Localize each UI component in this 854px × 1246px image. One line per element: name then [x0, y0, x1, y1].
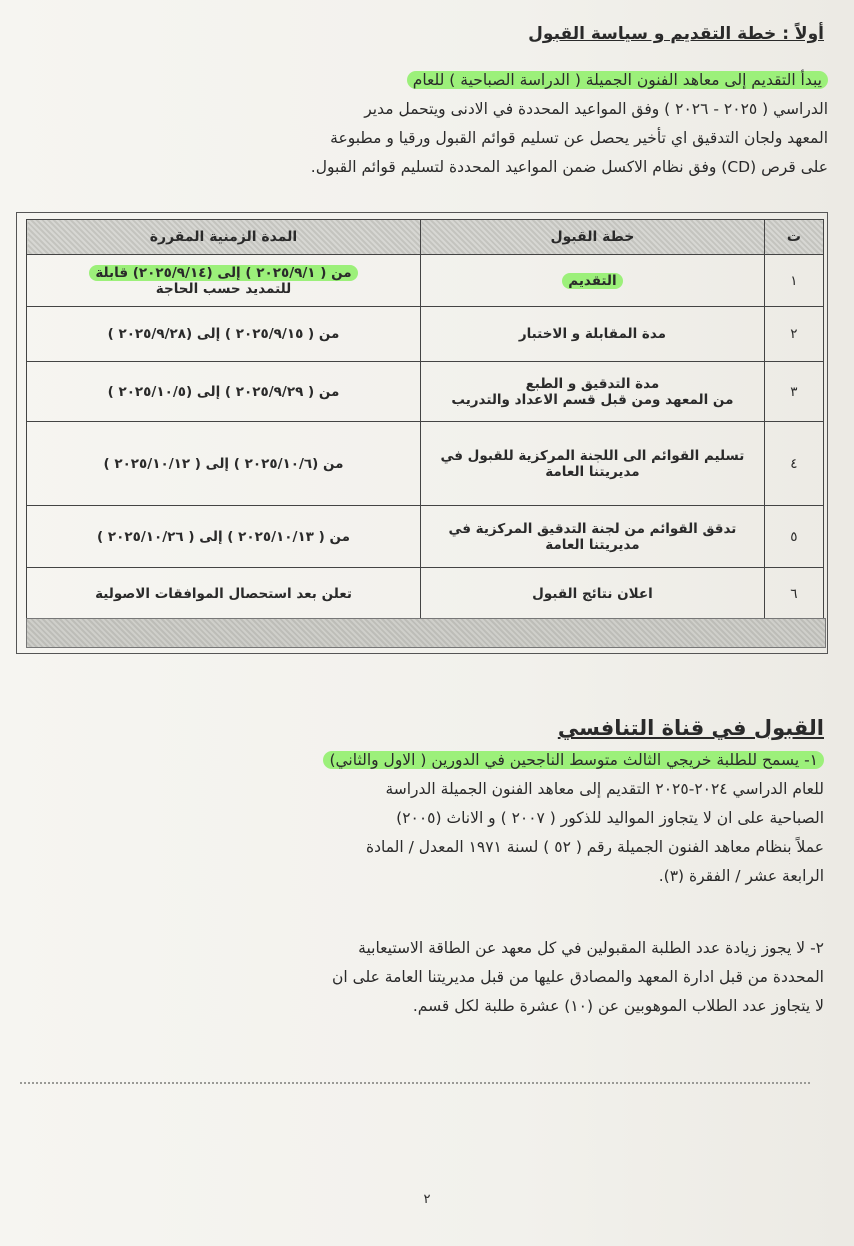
table-header-row — [27, 220, 824, 255]
row-period: من (٢٠٢٥/١٠/٦ ) إلى ( ٢٠٢٥/١٠/١٢ ) — [27, 422, 421, 506]
table-row — [27, 422, 824, 506]
row-plan: تدقق القوائم من لجنة التدقيق المركزية في مديريتنا العامة — [421, 506, 765, 568]
table-row — [27, 255, 824, 307]
header-number: ت — [764, 220, 823, 255]
row-number: ٦ — [764, 568, 823, 620]
row-period: من ( ٢٠٢٥/٩/٢٩ ) إلى (٢٠٢٥/١٠/٥ ) — [27, 362, 421, 422]
admission-schedule-table — [26, 219, 824, 620]
paragraph-line: يبدأ التقديم إلى معاهد الفنون الجميلة ( الدراسة الصباحية ) للعام — [28, 66, 828, 95]
row-plan: اعلان نتائج القبول — [421, 568, 765, 620]
row-period: من ( ٢٠٢٥/٩/١٥ ) إلى (٢٠٢٥/٩/٢٨ ) — [27, 307, 421, 362]
row-number: ٥ — [764, 506, 823, 568]
row-period: تعلن بعد استحصال الموافقات الاصولية — [27, 568, 421, 620]
table-row — [27, 568, 824, 620]
footer-divider — [20, 1082, 810, 1084]
row-number: ٤ — [764, 422, 823, 506]
page-number: ٢ — [423, 1192, 431, 1207]
rule-item-2: ٢- لا يجوز زيادة عدد الطلبة المقبولين في كل معهد عن الطاقة الاستيعابية المحددة من قبل ادارة المعهد والمصادق عليها من قبل مديريتنا العامة على ان لا يتجاوز عدد الطلاب الموهوبين عن (١٠) عشرة طلبة لكل قسم. — [331, 939, 824, 1015]
table-row — [27, 362, 824, 422]
table-row — [27, 307, 824, 362]
row-plan: التقديم — [421, 255, 765, 307]
table-row — [27, 506, 824, 568]
header-period: المدة الزمنية المقررة — [27, 220, 421, 255]
paragraph-line: على قرص (CD) وفق نظام الاكسل ضمن المواعيد المحددة لتسليم قوائم القبول. — [310, 158, 828, 176]
paragraph-line: الدراسي ( ٢٠٢٥ - ٢٠٢٦ ) وفق المواعيد المحددة في الادنى ويتحمل مدير — [364, 100, 828, 118]
rule-item-1: ١- يسمح للطلبة خريجي الثالث متوسط الناجحين في الدورين ( الاول والثاني) للعام الدراسي ٢٠٢٤-٢٠٢٥ التقديم إلى معاهد الفنون الجميلة الدراسة الصباحية على ان لا يتجاوز المواليد للذكور ( ٢٠٠٧ ) و الاناث (٢٠٠٥) عملاً بنظام معاهد الفنون الجميلة رقم ( ٥٢ ) لسنة ١٩٧١ المعدل / المادة الرابعة عشر / الفقرة (٣). — [24, 746, 824, 891]
section-title-competitive: القبول في قناة التنافسي — [557, 716, 824, 740]
intro-paragraph — [28, 66, 828, 182]
header-plan: خطة القبول — [421, 220, 765, 255]
table-shaded-band — [26, 618, 826, 648]
paragraph-line: المعهد ولجان التدقيق اي تأخير يحصل عن تسليم قوائم القبول ورقيا و مطبوعة — [330, 129, 828, 147]
row-plan: تسليم القوائم الى اللجنة المركزية للقبول في مديريتنا العامة — [421, 422, 765, 506]
row-period: من ( ٢٠٢٥/١٠/١٣ ) إلى ( ٢٠٢٥/١٠/٢٦ ) — [27, 506, 421, 568]
row-number: ٣ — [764, 362, 823, 422]
row-number: ٢ — [764, 307, 823, 362]
section-title-admission-plan: أولاً : خطة التقديم و سياسة القبول — [528, 24, 824, 44]
row-number: ١ — [764, 255, 823, 307]
row-plan: مدة التدقيق و الطبع من المعهد ومن قبل قسم الاعداد والتدريب — [421, 362, 765, 422]
row-period: من ( ٢٠٢٥/٩/١ ) إلى (٢٠٢٥/٩/١٤) قابلة للتمديد حسب الحاجة — [27, 255, 421, 307]
row-plan: مدة المقابلة و الاختبار — [421, 307, 765, 362]
